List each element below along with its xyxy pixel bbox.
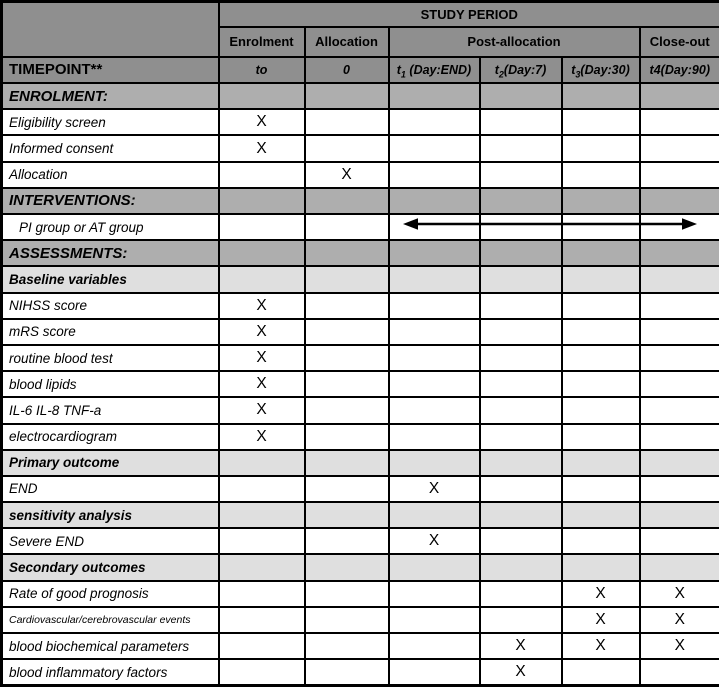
mark-cell: [389, 83, 480, 109]
mark-cell: X: [219, 371, 305, 397]
mark-cell: [640, 83, 719, 109]
mark-cell: [480, 581, 562, 607]
section-row-enrolment: [2, 83, 719, 109]
row-label: Severe END: [2, 528, 219, 554]
mark-cell: [640, 397, 719, 423]
mark-cell: [480, 266, 562, 292]
mark-cell: [389, 424, 480, 450]
table-row: [2, 293, 719, 319]
stage-post-allocation: Post-allocation: [389, 27, 640, 57]
mark-cell: X: [562, 607, 640, 633]
mark-cell: [389, 162, 480, 188]
mark-cell: [640, 240, 719, 266]
row-label: IL-6 IL-8 TNF-a: [2, 397, 219, 423]
study-period-header: STUDY PERIOD: [219, 2, 719, 27]
mark-cell: X: [219, 397, 305, 423]
table-row: [2, 528, 719, 554]
mark-cell: [305, 476, 389, 502]
mark-cell: [305, 188, 389, 214]
section-row-assessments: [2, 240, 719, 266]
mark-cell: [305, 554, 389, 580]
row-label: blood biochemical parameters: [2, 633, 219, 659]
table-row: [2, 476, 719, 502]
mark-cell: [480, 397, 562, 423]
row-label: blood lipids: [2, 371, 219, 397]
mark-cell: [389, 345, 480, 371]
header-row-timepoints: [2, 57, 719, 83]
mark-cell: [219, 266, 305, 292]
mark-cell: X: [219, 293, 305, 319]
mark-cell: [305, 293, 389, 319]
mark-cell: [389, 450, 480, 476]
mark-cell: [480, 371, 562, 397]
table-row: [2, 581, 719, 607]
table-row: [2, 424, 719, 450]
table-row: [2, 345, 719, 371]
mark-cell: [562, 188, 640, 214]
mark-cell: [305, 450, 389, 476]
mark-cell: [640, 293, 719, 319]
mark-cell: X: [219, 424, 305, 450]
mark-cell: [305, 319, 389, 345]
mark-cell: [389, 502, 480, 528]
mark-cell: [305, 424, 389, 450]
mark-cell: [562, 659, 640, 685]
mark-cell: [389, 397, 480, 423]
mark-cell: [480, 607, 562, 633]
mark-cell: [219, 581, 305, 607]
mark-cell: [219, 528, 305, 554]
mark-cell: [305, 581, 389, 607]
row-label: Rate of good prognosis: [2, 581, 219, 607]
mark-cell: [219, 607, 305, 633]
row-label: blood inflammatory factors: [2, 659, 219, 685]
mark-cell: [389, 319, 480, 345]
row-label: Secondary outcomes: [2, 554, 219, 580]
timepoint-t3: $t_3(Day:30)$: [562, 57, 640, 83]
mark-cell: [305, 659, 389, 685]
table-row: [2, 162, 719, 188]
mark-cell: [305, 266, 389, 292]
mark-cell: X: [640, 633, 719, 659]
mark-cell: [562, 109, 640, 135]
mark-cell: [480, 135, 562, 161]
table-row: [2, 109, 719, 135]
mark-cell: X: [480, 633, 562, 659]
row-label: Baseline variables: [2, 266, 219, 292]
mark-cell: [305, 502, 389, 528]
mark-cell: [640, 450, 719, 476]
mark-cell: [305, 240, 389, 266]
row-label: Primary outcome: [2, 450, 219, 476]
mark-cell: [219, 659, 305, 685]
mark-cell: [389, 109, 480, 135]
mark-cell: [562, 397, 640, 423]
mark-cell: [389, 240, 480, 266]
timepoint-header-label: TIMEPOINT**: [2, 57, 219, 83]
row-label: sensitivity analysis: [2, 502, 219, 528]
mark-cell: [389, 293, 480, 319]
subsection-row-sensitivity-analysis: [2, 502, 719, 528]
mark-cell: [389, 581, 480, 607]
mark-cell: [305, 607, 389, 633]
timepoint-t2: $t_2(Day:7)$: [480, 57, 562, 83]
row-label: Informed consent: [2, 135, 219, 161]
mark-cell: [562, 502, 640, 528]
row-label: routine blood test: [2, 345, 219, 371]
table-row: [2, 319, 719, 345]
mark-cell: [640, 371, 719, 397]
mark-cell: [389, 188, 480, 214]
mark-cell: [480, 502, 562, 528]
mark-cell: [305, 109, 389, 135]
mark-cell: [640, 188, 719, 214]
section-row-interventions: [2, 188, 719, 214]
table-row: [2, 659, 719, 685]
mark-cell: X: [562, 633, 640, 659]
stage-enrolment: Enrolment: [219, 27, 305, 57]
table-row: [2, 633, 719, 659]
row-label: PI group or AT group: [2, 214, 219, 240]
timepoint-t4: t4(Day:90): [640, 57, 719, 83]
mark-cell: [389, 135, 480, 161]
mark-cell: X: [219, 135, 305, 161]
header-row-study-period: [2, 2, 719, 27]
mark-cell: [562, 293, 640, 319]
mark-cell: X: [640, 581, 719, 607]
mark-cell: [305, 397, 389, 423]
mark-cell: [480, 554, 562, 580]
row-label: END: [2, 476, 219, 502]
mark-cell: [305, 633, 389, 659]
row-label: ENROLMENT:: [2, 83, 219, 109]
timepoint-t1: $t_1$ (Day:END): [389, 57, 480, 83]
mark-cell: [640, 659, 719, 685]
mark-cell: [562, 476, 640, 502]
mark-cell: X: [562, 581, 640, 607]
stage-allocation: Allocation: [305, 27, 389, 57]
subsection-row-secondary-outcomes: [2, 554, 719, 580]
mark-cell: [640, 319, 719, 345]
timepoint-0: 0: [305, 57, 389, 83]
mark-cell: [562, 554, 640, 580]
row-label: Eligibility screen: [2, 109, 219, 135]
mark-cell: [480, 319, 562, 345]
mark-cell: X: [389, 476, 480, 502]
mark-cell: [480, 162, 562, 188]
mark-cell: [219, 476, 305, 502]
mark-cell: [562, 345, 640, 371]
mark-cell: [640, 528, 719, 554]
mark-cell: [562, 162, 640, 188]
stage-close-out: Close-out: [640, 27, 719, 57]
mark-cell: [480, 476, 562, 502]
mark-cell: [219, 162, 305, 188]
row-label: ASSESSMENTS:: [2, 240, 219, 266]
mark-cell: [480, 450, 562, 476]
row-label: NIHSS score: [2, 293, 219, 319]
timepoint-t0: to: [219, 57, 305, 83]
mark-cell: [640, 109, 719, 135]
mark-cell: [562, 266, 640, 292]
mark-cell: [305, 345, 389, 371]
mark-cell: [305, 528, 389, 554]
mark-cell: [389, 266, 480, 292]
mark-cell: [389, 659, 480, 685]
row-label: electrocardiogram: [2, 424, 219, 450]
table-row: [2, 607, 719, 633]
row-label: Cardiovascular/cerebrovascular events: [2, 607, 219, 633]
mark-cell: [640, 266, 719, 292]
mark-cell: [219, 450, 305, 476]
mark-cell: X: [305, 162, 389, 188]
mark-cell: [389, 607, 480, 633]
mark-cell: [219, 214, 305, 240]
subsection-row-baseline-variables: [2, 266, 719, 292]
mark-cell: [480, 83, 562, 109]
subsection-row-primary-outcome: [2, 450, 719, 476]
mark-cell: [640, 502, 719, 528]
mark-cell: X: [219, 319, 305, 345]
mark-cell: [389, 633, 480, 659]
mark-cell: [389, 554, 480, 580]
mark-cell: [305, 135, 389, 161]
mark-cell: [305, 214, 389, 240]
mark-cell: [562, 371, 640, 397]
mark-cell: [480, 345, 562, 371]
table-row: [2, 397, 719, 423]
mark-cell: [562, 424, 640, 450]
intervention-duration-arrow: [403, 216, 697, 232]
mark-cell: X: [219, 109, 305, 135]
mark-cell: [480, 293, 562, 319]
row-label: INTERVENTIONS:: [2, 188, 219, 214]
mark-cell: [219, 188, 305, 214]
mark-cell: [562, 83, 640, 109]
mark-cell: [480, 240, 562, 266]
mark-cell: [305, 83, 389, 109]
mark-cell: [480, 188, 562, 214]
row-label: Allocation: [2, 162, 219, 188]
mark-cell: [640, 135, 719, 161]
mark-cell: [389, 371, 480, 397]
mark-cell: [640, 554, 719, 580]
mark-cell: [640, 424, 719, 450]
mark-cell: [480, 424, 562, 450]
mark-cell: X: [389, 528, 480, 554]
mark-cell: X: [640, 607, 719, 633]
mark-cell: [219, 83, 305, 109]
mark-cell: [562, 135, 640, 161]
corner-cell: [2, 2, 219, 57]
mark-cell: [480, 109, 562, 135]
mark-cell: [219, 240, 305, 266]
mark-cell: [219, 554, 305, 580]
mark-cell: [562, 528, 640, 554]
mark-cell: X: [480, 659, 562, 685]
mark-cell: [480, 528, 562, 554]
row-label: mRS score: [2, 319, 219, 345]
mark-cell: [219, 502, 305, 528]
mark-cell: [640, 162, 719, 188]
mark-cell: [219, 633, 305, 659]
mark-cell: [305, 371, 389, 397]
mark-cell: [562, 450, 640, 476]
table-row: [2, 371, 719, 397]
mark-cell: [562, 240, 640, 266]
table-row: [2, 135, 719, 161]
mark-cell: [640, 476, 719, 502]
mark-cell: [640, 345, 719, 371]
mark-cell: X: [219, 345, 305, 371]
mark-cell: [562, 319, 640, 345]
